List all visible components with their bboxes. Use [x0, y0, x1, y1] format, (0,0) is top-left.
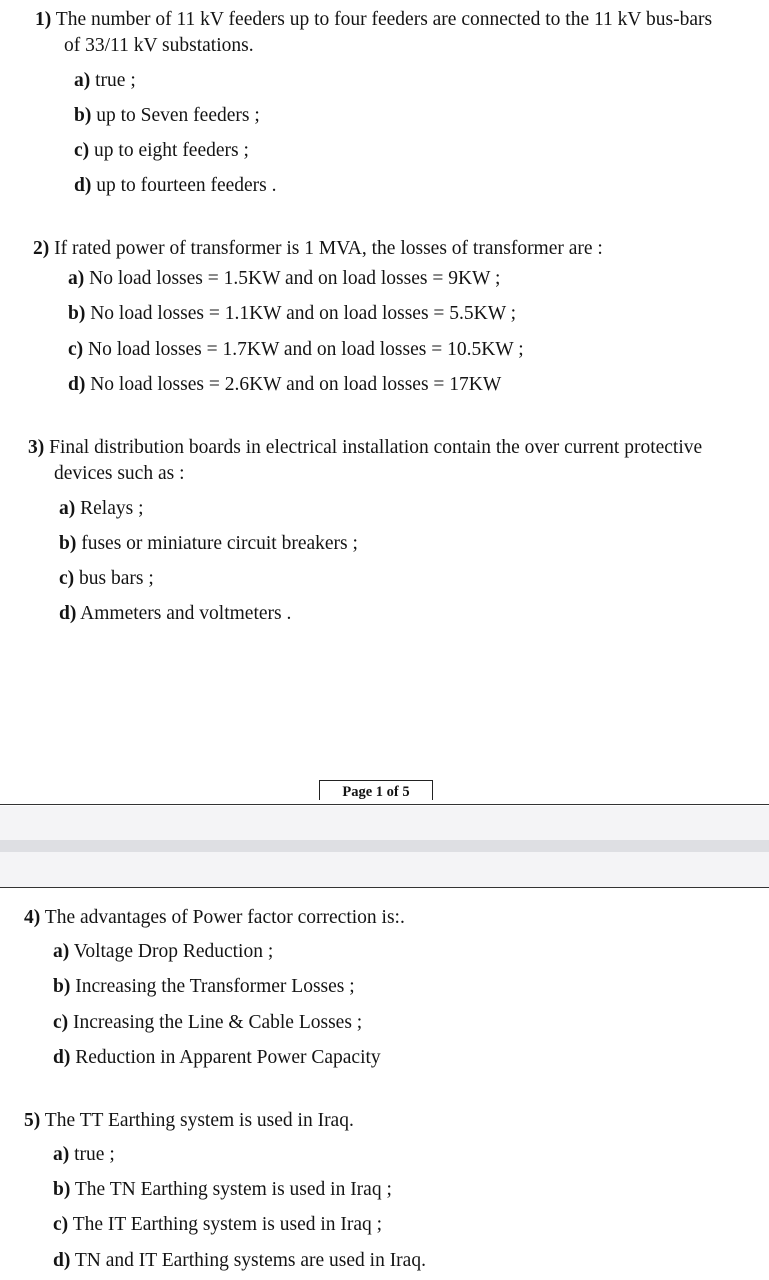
question-3-number: 3) [28, 437, 45, 458]
question-2-stem: If rated power of transformer is 1 MVA, the losses of transformer are : [54, 238, 603, 259]
option-text: The TN Earthing system is used in Iraq ; [74, 1179, 392, 1200]
option-text: up to Seven feeders ; [96, 105, 260, 126]
option-letter: d) [53, 1047, 71, 1068]
option-letter: c) [53, 1012, 69, 1033]
page-gap [0, 806, 769, 887]
option-letter: b) [53, 976, 71, 997]
question-5-option-d [53, 1250, 426, 1272]
option-letter: c) [53, 1214, 69, 1235]
question-1-number: 1) [35, 9, 52, 30]
question-2-number: 2) [33, 238, 50, 259]
option-text: No load losses = 1.1KW and on load losses = 5.5KW ; [90, 303, 517, 324]
option-letter: c) [68, 339, 84, 360]
question-4-stem: The advantages of Power factor correction is:. [44, 907, 405, 928]
option-letter: c) [59, 568, 75, 589]
option-text: up to fourteen feeders . [96, 175, 277, 196]
option-text: Voltage Drop Reduction ; [73, 941, 274, 962]
option-letter: a) [53, 1144, 70, 1165]
question-3-option-b [59, 533, 358, 555]
option-letter: a) [59, 498, 76, 519]
option-letter: c) [74, 140, 90, 161]
question-3-stem-line1: Final distribution boards in electrical installation contain the over current protective [49, 437, 703, 458]
option-text: No load losses = 1.7KW and on load losses = 10.5KW ; [88, 339, 524, 360]
question-5-option-b [53, 1179, 392, 1201]
option-text: TN and IT Earthing systems are used in Iraq. [74, 1250, 426, 1271]
question-2-option-c [68, 339, 524, 361]
option-text: No load losses = 2.6KW and on load losses = 17KW [90, 374, 502, 395]
question-1-option-a [74, 70, 136, 92]
option-letter: b) [68, 303, 86, 324]
option-letter: d) [68, 374, 86, 395]
question-3-stem-line2: devices such as : [54, 463, 185, 484]
question-5-option-c [53, 1214, 382, 1236]
question-4-text [24, 905, 405, 931]
option-letter: b) [74, 105, 92, 126]
page-bottom-rule [0, 804, 769, 805]
question-3-option-d [59, 603, 291, 625]
question-5-stem: The TT Earthing system is used in Iraq. [44, 1110, 354, 1131]
option-text: bus bars ; [79, 568, 154, 589]
question-1-text [35, 7, 712, 33]
option-letter: b) [53, 1179, 71, 1200]
question-1-option-d [74, 175, 277, 197]
option-text: No load losses = 1.5KW and on load losses = 9KW ; [89, 268, 501, 289]
question-1-option-b [74, 105, 260, 127]
option-text: Relays ; [80, 498, 144, 519]
question-1-stem-line2: of 33/11 kV substations. [64, 35, 254, 56]
option-text: The IT Earthing system is used in Iraq ; [72, 1214, 383, 1235]
question-4-option-b [53, 976, 355, 998]
option-letter: a) [74, 70, 91, 91]
option-letter: d) [59, 603, 77, 624]
question-4-number: 4) [24, 907, 41, 928]
question-1-stem-line1: The number of 11 kV feeders up to four feeders are connected to the 11 kV bus-bars [55, 9, 713, 30]
question-4-option-a [53, 941, 273, 963]
question-2-option-b [68, 303, 516, 325]
question-1-option-c [74, 140, 249, 162]
option-letter: d) [53, 1250, 71, 1271]
page-number-label: Page 1 of 5 [319, 780, 433, 800]
question-5-option-a [53, 1144, 115, 1166]
question-3-option-a [59, 498, 144, 520]
option-text: Reduction in Apparent Power Capacity [75, 1047, 381, 1068]
question-5-text [24, 1108, 354, 1134]
option-text: true ; [95, 70, 136, 91]
option-letter: b) [59, 533, 77, 554]
option-text: Increasing the Transformer Losses ; [75, 976, 355, 997]
question-3-text [28, 435, 702, 461]
page-top-rule [0, 887, 769, 888]
question-5-number: 5) [24, 1110, 41, 1131]
question-2-option-d [68, 374, 501, 396]
option-letter: a) [68, 268, 85, 289]
question-4-option-c [53, 1012, 362, 1034]
question-3-option-c [59, 568, 154, 590]
question-2-text [33, 236, 603, 262]
question-4-option-d [53, 1047, 381, 1069]
option-letter: a) [53, 941, 70, 962]
option-text: fuses or miniature circuit breakers ; [81, 533, 358, 554]
option-text: Ammeters and voltmeters . [80, 603, 292, 624]
question-2-option-a [68, 268, 500, 290]
option-letter: d) [74, 175, 92, 196]
option-text: Increasing the Line & Cable Losses ; [73, 1012, 363, 1033]
option-text: true ; [74, 1144, 115, 1165]
page-gap-band [0, 840, 769, 852]
option-text: up to eight feeders ; [94, 140, 249, 161]
